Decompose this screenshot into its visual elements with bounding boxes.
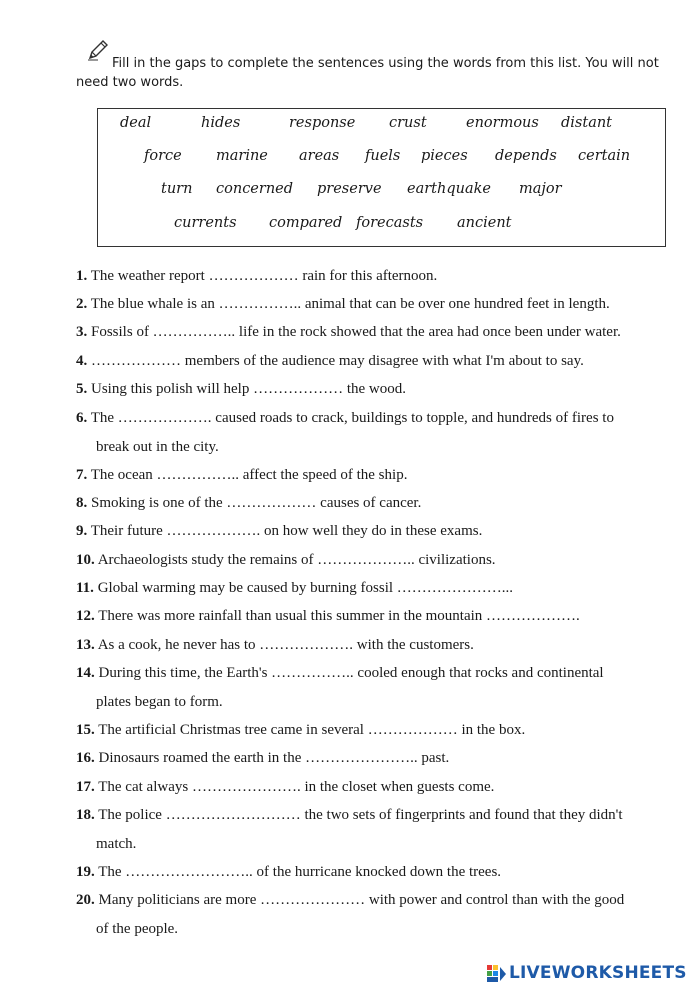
- question-item: [76, 773, 670, 802]
- question-number: 3.: [76, 324, 88, 340]
- word-bank-item: marine: [216, 148, 268, 164]
- question-number: 10.: [76, 552, 95, 568]
- word-bank-item: deal: [120, 115, 152, 131]
- question-text: As a cook, he never has to ………………. with the customers.: [97, 637, 474, 653]
- question-number: 1.: [76, 268, 88, 284]
- word-bank-item: areas: [299, 148, 340, 164]
- question-text: The artificial Christmas tree came in several ……………… in the box.: [98, 722, 526, 738]
- word-bank: [97, 108, 666, 247]
- question-text: The police ……………………… the two sets of fingerprints and found that they didn't: [98, 807, 623, 823]
- question-item: [76, 461, 670, 490]
- word-bank-item: fuels: [365, 148, 401, 164]
- word-bank-item: major: [519, 181, 562, 197]
- question-number: 18.: [76, 807, 95, 823]
- question-text: Many politicians are more ………………… with power and control than with the good: [98, 892, 625, 908]
- question-text: The cat always …………………. in the closet when guests come.: [98, 779, 495, 795]
- question-item: [76, 318, 670, 347]
- question-number: 5.: [76, 381, 88, 397]
- question-number: 19.: [76, 864, 95, 880]
- question-item: [76, 801, 670, 858]
- word-bank-item: concerned: [216, 181, 294, 197]
- word-bank-item: distant: [561, 115, 612, 131]
- word-bank-item: crust: [389, 115, 427, 131]
- question-number: 6.: [76, 410, 88, 426]
- question-text-continued: of the people.: [96, 920, 179, 937]
- question-item: [76, 602, 670, 631]
- question-item: [76, 404, 670, 461]
- instructions-line1: Fill in the gaps to complete the sentences using the words from this list. You will not: [112, 56, 659, 71]
- question-text-continued: break out in the city.: [96, 438, 219, 455]
- question-number: 16.: [76, 750, 95, 766]
- question-item: [76, 659, 670, 716]
- question-item: [76, 886, 670, 943]
- question-number: 14.: [76, 665, 95, 681]
- question-number: 4.: [76, 353, 88, 369]
- word-bank-item: force: [144, 148, 182, 164]
- question-text-continued: plates began to form.: [96, 693, 223, 710]
- word-bank-item: preserve: [317, 181, 382, 197]
- question-text: Dinosaurs roamed the earth in the ………………….. past.: [98, 750, 450, 766]
- question-text: The weather report ……………… rain for this afternoon.: [90, 268, 438, 284]
- liveworksheets-logo-icon: [487, 965, 507, 983]
- question-item: [76, 489, 670, 518]
- word-bank-item: earthquake: [407, 181, 491, 197]
- question-text: Smoking is one of the ……………… causes of cancer.: [91, 495, 422, 511]
- liveworksheets-logo-text: LIVEWORKSHEETS: [509, 963, 687, 983]
- question-text: The …………………….. of the hurricane knocked down the trees.: [98, 864, 502, 880]
- question-number: 12.: [76, 608, 95, 624]
- question-text: The ocean …………….. affect the speed of the ship.: [90, 467, 408, 483]
- question-number: 9.: [76, 523, 88, 539]
- question-text: Using this polish will help ……………… the wood.: [91, 381, 406, 397]
- question-text: During this time, the Earth's …………….. cooled enough that rocks and continental: [98, 665, 604, 681]
- question-number: 7.: [76, 467, 88, 483]
- question-number: 20.: [76, 892, 95, 908]
- instructions-line2: need two words.: [76, 75, 184, 90]
- word-bank-item: depends: [495, 148, 557, 164]
- question-item: [76, 858, 670, 887]
- question-text: The blue whale is an …………….. animal that can be over one hundred feet in length.: [90, 296, 610, 312]
- question-text: Archaeologists study the remains of ……………….. civilizations.: [97, 552, 496, 568]
- question-number: 2.: [76, 296, 88, 312]
- question-number: 17.: [76, 779, 95, 795]
- question-item: [76, 290, 670, 319]
- question-item: [76, 546, 670, 575]
- question-text-continued: match.: [96, 835, 137, 852]
- question-number: 8.: [76, 495, 88, 511]
- question-number: 13.: [76, 637, 95, 653]
- word-bank-item: currents: [174, 215, 237, 231]
- word-bank-item: enormous: [466, 115, 539, 131]
- question-text: Their future ………………. on how well they do in these exams.: [90, 523, 483, 539]
- question-text: ……………… members of the audience may disagree with what I'm about to say.: [91, 353, 584, 369]
- question-item: [76, 574, 670, 603]
- question-number: 11.: [76, 580, 94, 596]
- word-bank-item: certain: [578, 148, 631, 164]
- question-item: [76, 517, 670, 546]
- word-bank-item: hides: [201, 115, 241, 131]
- question-text: Global warming may be caused by burning fossil …………………...: [97, 580, 514, 596]
- question-item: [76, 375, 670, 404]
- instructions: [76, 54, 676, 92]
- question-item: [76, 631, 670, 660]
- word-bank-item: response: [289, 115, 356, 131]
- word-bank-item: compared: [269, 215, 343, 231]
- word-bank-item: forecasts: [356, 215, 424, 231]
- question-text: The ………………. caused roads to crack, buildings to topple, and hundreds of fires to: [90, 410, 614, 426]
- liveworksheets-logo: [487, 963, 697, 985]
- question-number: 15.: [76, 722, 95, 738]
- question-item: [76, 716, 670, 745]
- word-bank-item: turn: [161, 181, 193, 197]
- word-bank-item: pieces: [421, 148, 468, 164]
- question-item: [76, 262, 670, 291]
- question-text: There was more rainfall than usual this summer in the mountain ……………….: [98, 608, 580, 624]
- question-text: Fossils of …………….. life in the rock showed that the area had once been under water.: [91, 324, 621, 340]
- question-item: [76, 744, 670, 773]
- word-bank-item: ancient: [457, 215, 512, 231]
- question-item: [76, 347, 670, 376]
